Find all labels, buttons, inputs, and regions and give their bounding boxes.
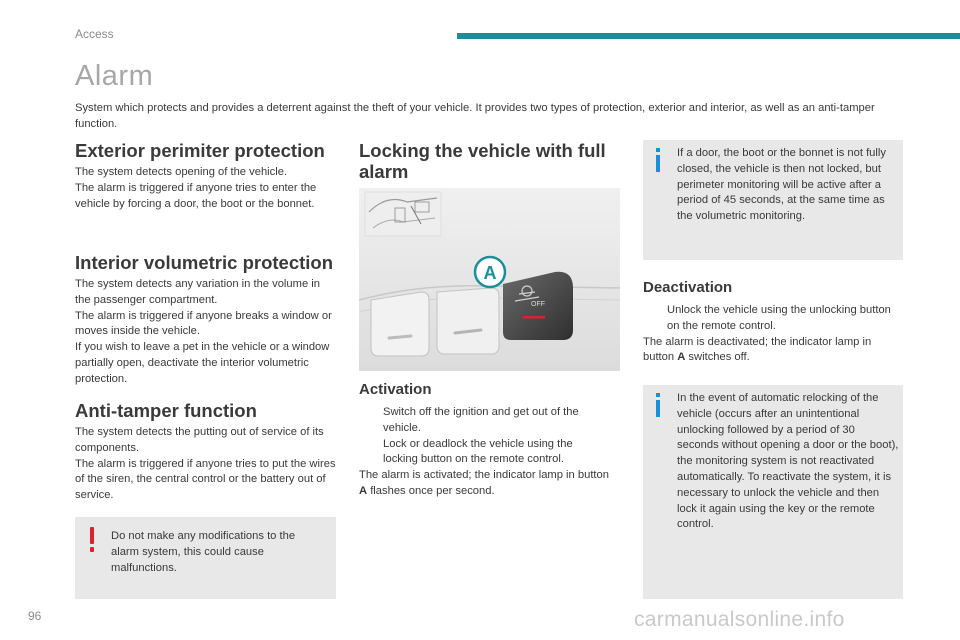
section-label: Access [75,27,114,41]
list-item: Lock or deadlock the vehicle using the locking button on the remote control. [383,437,573,466]
antitamper-text: The system detects the putting out of service of its components. The alarm is triggered if anyone tries to put the wires of the siren, the central control or the battery out of service. [75,426,336,502]
page-number: 96 [28,609,42,623]
activation-result: The alarm is activated; the indicator lamp in button A flashes once per second. [359,469,609,497]
deactivation-steps [643,303,903,366]
intro-text: System which protects and provides a deterrent against the theft of your vehicle. It provides two types of protection, exterior and interior, as well as an anti-tamper function. [75,102,875,130]
exterior-heading: Exterior perimiter protection [75,140,325,161]
info-text-locking: If a door, the boot or the bonnet is not fully closed, the vehicle is then not locked, but perimeter monitoring will be active after a period of 45 seconds, at the same time as the volumetric monitoring. [677,147,886,223]
list-item: Switch off the ignition and get out of the vehicle. [383,406,579,434]
activation-heading: Activation [359,381,432,398]
info-icon [653,393,663,417]
locking-heading: Locking the vehicle with full alarm [359,140,606,182]
page-title: Alarm [75,60,154,92]
info-icon [653,148,663,172]
svg-text:A: A [483,263,497,283]
interior-text: The system detects any variation in the volume in the passenger compartment. The alarm is triggered if anyone breaks a window or moves inside the vehicle. If you wish to leave a pet in the vehicle or a window partially open, deactivate the interior volumetric protection. [75,278,332,385]
watermark: carmanualsonline.info [634,608,845,631]
activation-steps [359,405,609,500]
warning-text: Do not make any modifications to the alarm system, this could cause malfunctions. [111,530,296,574]
antitamper-heading: Anti-tamper function [75,400,257,421]
deactivation-heading: Deactivation [643,279,733,296]
svg-text:OFF: OFF [531,301,545,308]
deactivation-result: The alarm is deactivated; the indicator lamp in button A switches off. [643,335,872,364]
info-text-relocking: In the event of automatic relocking of the vehicle (occurs after an unintentional unlocking followed by a period of 30 seconds without opening a door or the boot), the monitoring system is not reactivated automatically. To reactivate the system, it is necessary to unlock the vehicle and then lock it again using the key or the remote control. [677,392,899,531]
exterior-text: The system detects opening of the vehicle. The alarm is triggered if anyone tries to enter the vehicle by forcing a door, the boot or the bonnet. [75,166,317,210]
list-item: Unlock the vehicle using the unlocking button on the remote control. [667,304,891,332]
header-accent-bar [457,33,960,39]
alarm-button-illustration [359,188,620,371]
warning-icon [88,527,96,553]
interior-heading: Interior volumetric protection [75,252,334,273]
